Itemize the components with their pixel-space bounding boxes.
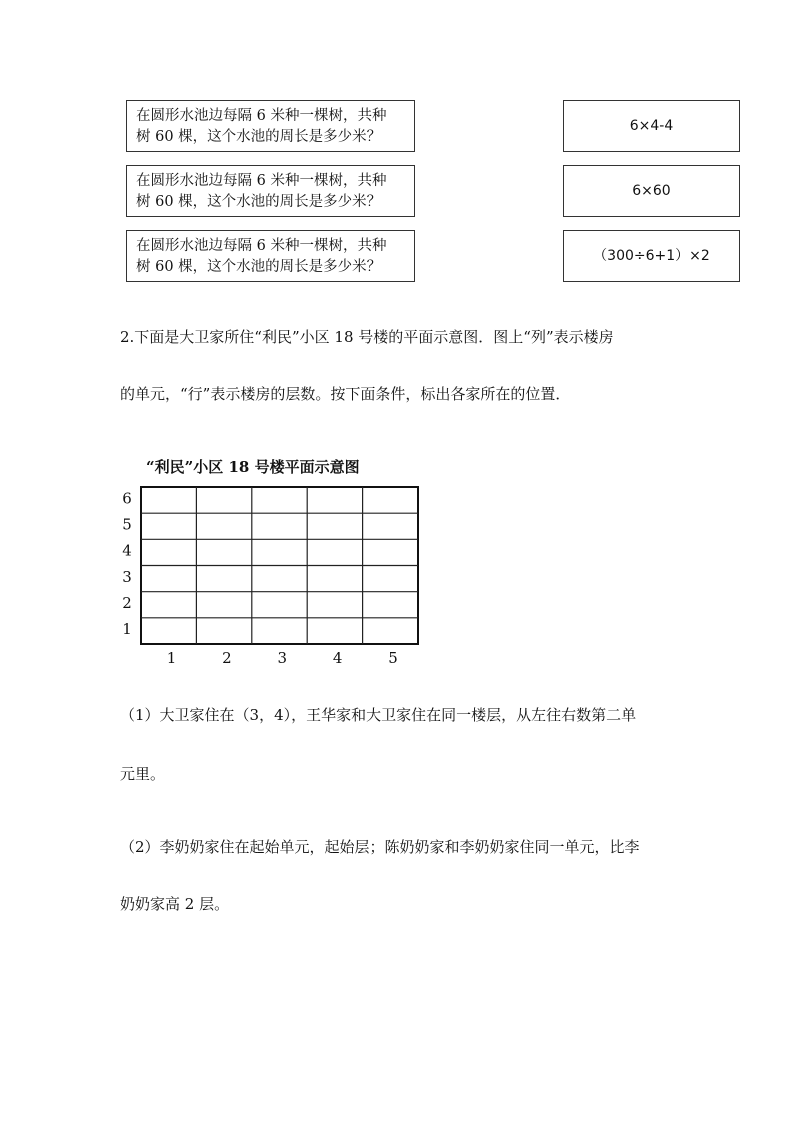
row-label: 3 bbox=[122, 567, 132, 586]
question-1-line-2: 树 60 棵，这个水池的周长是多少米？ bbox=[136, 129, 382, 145]
condition-2-line-1: （2）李奶奶家住在起始单元，起始层；陈奶奶家和李奶奶家住同一单元，比李 bbox=[120, 838, 640, 856]
problem-2-line-2: 的单元，“行”表示楼房的层数。按下面条件，标出各家所在的位置． bbox=[120, 385, 571, 403]
condition-1-line-1: （1）大卫家住在（3，4），王华家和大卫家住在同一楼层，从左往右数第二单 bbox=[120, 706, 637, 724]
column-label: 4 bbox=[332, 649, 343, 667]
condition-1-line-2: 元里。 bbox=[120, 765, 166, 783]
column-label: 2 bbox=[222, 649, 232, 667]
answer-1: 6×4-4 bbox=[629, 117, 674, 134]
column-label: 5 bbox=[388, 649, 398, 667]
row-label: 6 bbox=[122, 489, 132, 508]
problem-2-line-1: 2.下面是大卫家所住“利民”小区 18 号楼的平面示意图．图上“列”表示楼房 bbox=[120, 328, 614, 346]
row-label: 4 bbox=[122, 541, 132, 560]
row-label: 1 bbox=[122, 620, 132, 639]
chart-title: “利民”小区 18 号楼平面示意图 bbox=[146, 458, 360, 476]
question-3-line-2: 树 60 棵，这个水池的周长是多少米？ bbox=[136, 259, 382, 275]
row-label: 5 bbox=[122, 515, 132, 534]
question-3-line-1: 在圆形水池边每隔 6 米种一棵树，共种 bbox=[136, 238, 387, 254]
condition-2-line-2: 奶奶家高 2 层。 bbox=[120, 895, 230, 913]
answer-2: 6×60 bbox=[632, 182, 671, 199]
answer-3: （300÷6+1）×2 bbox=[593, 247, 710, 264]
row-label: 2 bbox=[122, 594, 132, 613]
question-1-line-1: 在圆形水池边每隔 6 米种一棵树，共种 bbox=[136, 108, 387, 124]
column-label: 3 bbox=[277, 649, 288, 667]
question-2-line-2: 树 60 棵，这个水池的周长是多少米？ bbox=[136, 194, 382, 210]
column-label: 1 bbox=[166, 649, 177, 667]
question-2-line-1: 在圆形水池边每隔 6 米种一棵树，共种 bbox=[136, 173, 387, 189]
